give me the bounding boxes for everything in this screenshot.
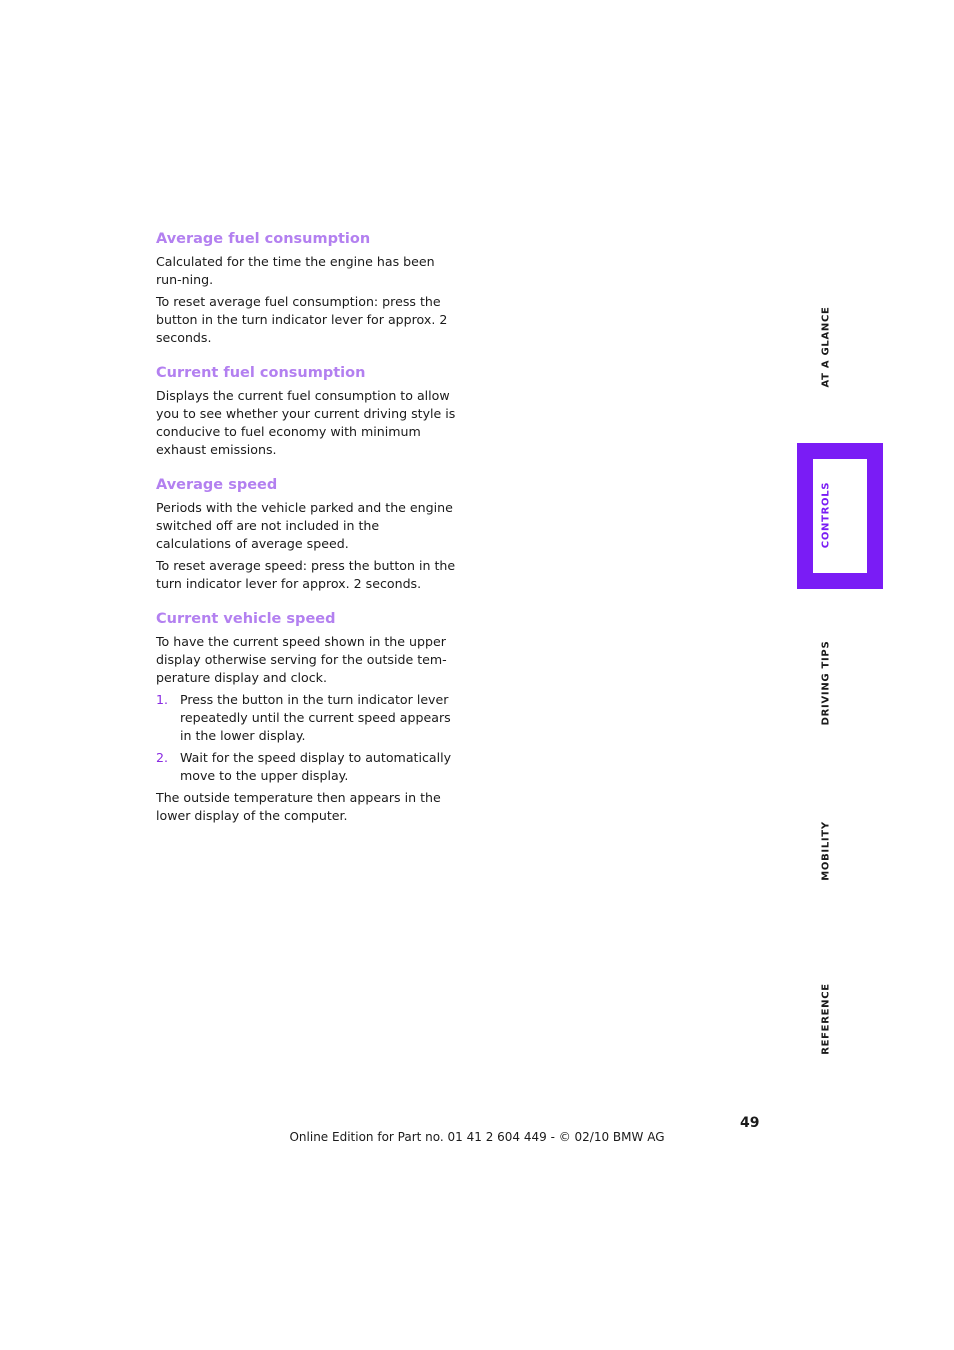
section-average-speed (156, 475, 456, 593)
step-text: Press the button in the turn indicator lever repeatedly until the current speed appears in the lower display. (180, 692, 451, 743)
step-number: 2. (156, 750, 169, 765)
tab-driving-tips[interactable]: DRIVING TIPS (820, 640, 832, 726)
paragraph: Calculated for the time the engine has been run-ning. (156, 254, 435, 287)
paragraph: Periods with the vehicle parked and the engine switched off are not included in the calculations of average speed. (156, 500, 453, 551)
tab-at-a-glance[interactable]: AT A GLANCE (820, 306, 832, 388)
section-current-fuel-consumption (156, 363, 456, 459)
paragraph: To reset average speed: press the button in the turn indicator lever for approx. 2 seconds. (156, 558, 456, 591)
section-average-fuel-consumption (156, 229, 456, 347)
page-number: 49 (740, 1115, 760, 1131)
tab-controls[interactable]: CONTROLS (820, 481, 832, 549)
step-text: Wait for the speed display to automatically move to the upper display. (180, 750, 452, 783)
section-heading: Current vehicle speed (156, 611, 336, 627)
tab-reference[interactable]: REFERENCE (820, 983, 832, 1055)
paragraph: To have the current speed shown in the upper display otherwise serving for the outside tem-perature display and clock. (156, 634, 447, 685)
tab-mobility[interactable]: MOBILITY (820, 821, 832, 881)
step-number: 1. (156, 692, 169, 707)
footer-edition: Online Edition for Part no. 01 41 2 604 449 - © 02/10 BMW AG (289, 1130, 665, 1144)
section-heading: Average speed (156, 477, 278, 493)
steps-list (156, 691, 456, 785)
paragraph: To reset average fuel consumption: press the button in the turn indicator lever for approx. 2 seconds. (156, 294, 448, 345)
section-heading: Current fuel consumption (156, 365, 366, 381)
paragraph: Displays the current fuel consumption to allow you to see whether your current driving style is conducive to fuel economy with minimum exhaust emissions. (156, 388, 456, 457)
step-item (156, 691, 456, 745)
section-current-vehicle-speed (156, 609, 456, 825)
section-heading: Average fuel consumption (156, 231, 371, 247)
main-column (156, 229, 456, 841)
paragraph: The outside temperature then appears in the lower display of the computer. (156, 790, 441, 823)
step-item (156, 749, 456, 785)
